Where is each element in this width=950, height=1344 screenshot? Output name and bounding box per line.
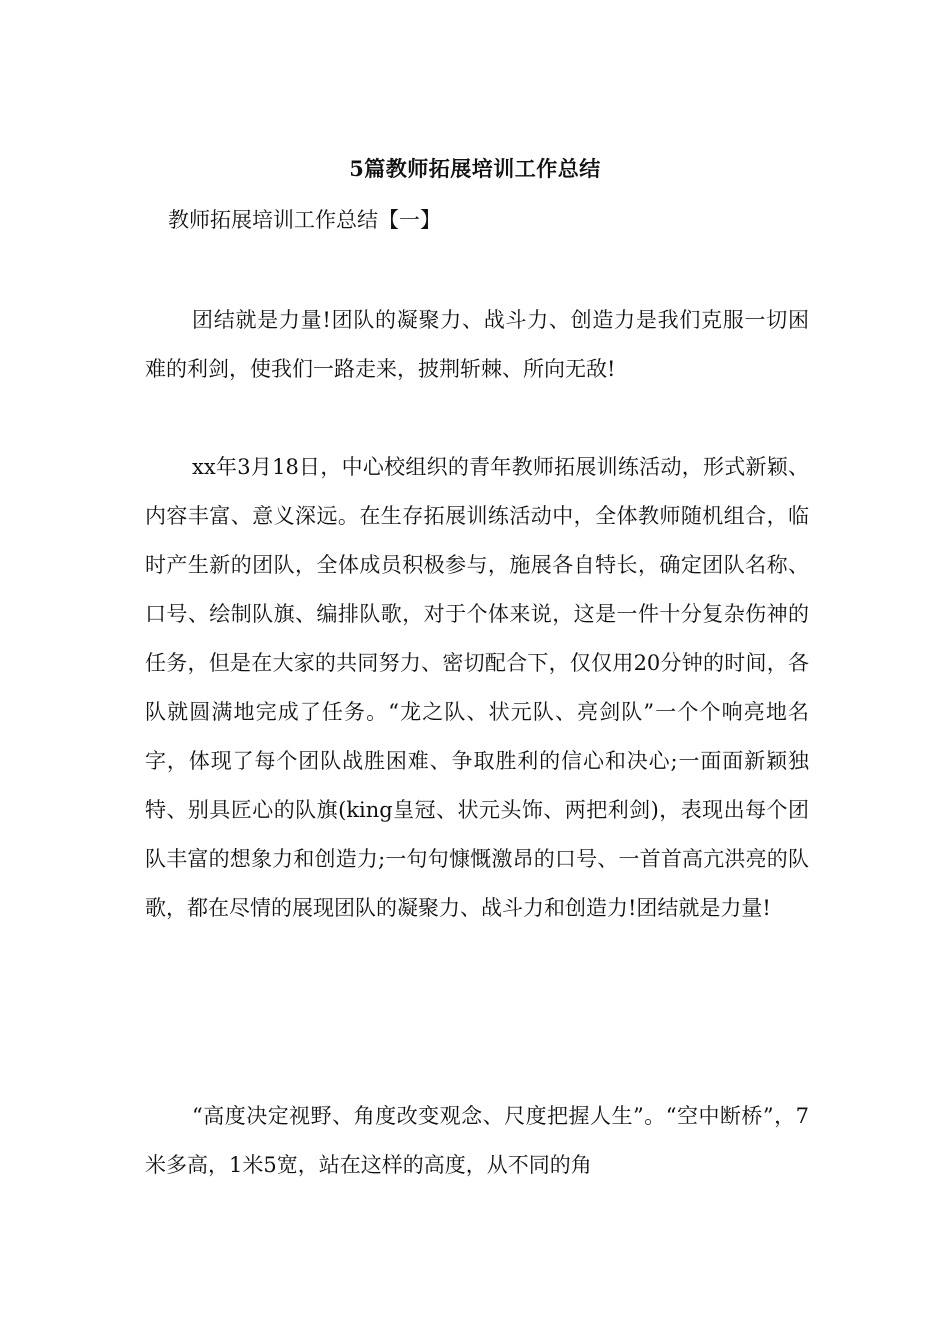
paragraph: xx年3月18日，中心校组织的青年教师拓展训练活动，形式新颖、内容丰富、意义深远。在生存拓展训练活动中，全体教师随机组合，临时产生新的团队，全体成员积极参与，施展各自特长，确定团队名称、口号、绘制队旗、编排队歌，对于个体来说，这是一件十分复杂伤神的任务，但是在大家的共同努力、密切配合下，仅仅用20分钟的时间，各队就圆满地完成了任务。“龙之队、状元队、亮剑队”一个个响亮地名字，体现了每个团队战胜困难、争取胜利的信心和决心;一面面新颖独特、别具匠心的队旗(king皇冠、状元头饰、两把利剑)，表现出每个团队丰富的想象力和创造力;一句句慷慨激昂的口号、一首首高亢洪亮的队歌，都在尽情的展现团队的凝聚力、战斗力和创造力!团结就是力量!	[145, 455, 809, 920]
paragraph: 团结就是力量!团队的凝聚力、战斗力、创造力是我们克服一切困难的利剑，使我们一路走来，披荆斩棘、所向无敌!	[145, 308, 809, 381]
section-heading: 教师拓展培训工作总结【一】	[168, 208, 441, 232]
paragraph: “高度决定视野、角度改变观念、尺度把握人生”。“空中断桥”，7米多高，1米5宽，站在这样的高度，从不同的角	[145, 1104, 809, 1177]
document-title: 5篇教师拓展培训工作总结	[349, 156, 601, 181]
